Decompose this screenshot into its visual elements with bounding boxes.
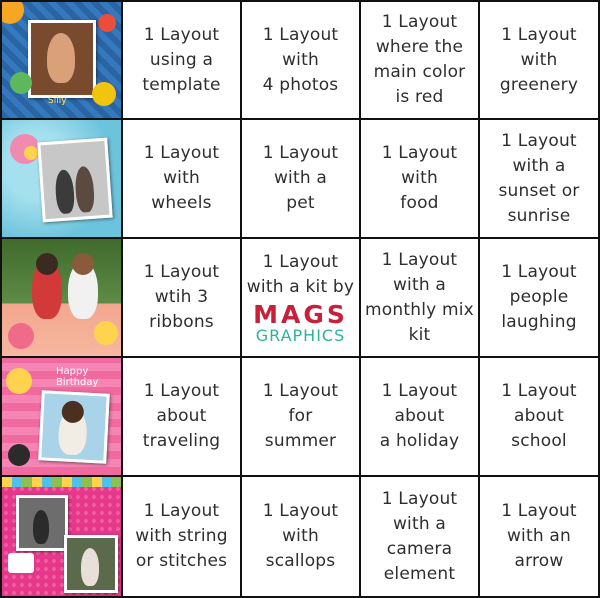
cell-text: 1 Layout with a camera element [381,488,458,584]
bingo-cell-r5c4[interactable] [478,475,600,598]
bingo-cell-r5c3[interactable] [359,475,480,598]
cell-text: 1 Layout wtih 3 ribbons [143,262,220,332]
cell-text: 1 Layout with a kit by [246,252,355,297]
cell-text: 1 Layout using a template [142,24,221,95]
cell-text: 1 Layout with food [381,143,458,213]
layout-photo-5 [0,475,123,598]
bingo-cell-r4c2[interactable] [240,356,361,477]
layout-photo-4 [0,356,123,477]
photo-caption: Happy Birthday [56,366,99,388]
cell-text: 1 Layout with scallops [262,501,339,571]
brand-line-1: MAGS [253,300,348,329]
bingo-cell-r1c4[interactable] [478,0,600,120]
cell-text: 1 Layout with a pet [262,143,339,213]
layout-photo-2 [0,118,123,239]
bingo-cell-r5c2[interactable] [240,475,361,598]
cell-text: 1 Layout with wheels [143,143,220,213]
cell-text: 1 Layout with 4 photos [262,24,339,95]
bingo-cell-r3c1[interactable] [121,237,242,358]
cell-text: 1 Layout about school [501,381,577,451]
cell-text: 1 Layout with an arrow [501,501,577,571]
cell-text: 1 Layout with a monthly mix kit [365,249,474,345]
bingo-cell-r2c2[interactable] [240,118,361,239]
bingo-cell-r1c3[interactable] [359,0,480,120]
cell-text: 1 Layout with greenery [499,24,579,95]
cell-text: 1 Layout people laughing [501,262,577,332]
bingo-cell-r3c4[interactable] [478,237,600,358]
cell-text: 1 Layout where the main color is red [373,12,466,107]
bingo-cell-r3c2[interactable] [240,237,361,358]
bingo-cell-r1c2[interactable] [240,0,361,120]
cell-text: 1 Layout with a sunset or sunrise [498,130,580,226]
mags-graphics-logo [253,302,348,345]
cell-text: 1 Layout for summer [262,381,339,451]
layout-photo-3 [0,237,123,358]
photo-caption: Silly [48,96,67,106]
bingo-cell-r3c3[interactable] [359,237,480,358]
bingo-cell-r2c3[interactable] [359,118,480,239]
bingo-cell-r4c1[interactable] [121,356,242,477]
cell-text: 1 Layout about a holiday [379,381,460,451]
cell-text: 1 Layout about traveling [142,381,221,451]
cell-text: 1 Layout with string or stitches [135,501,228,571]
bingo-cell-r2c1[interactable] [121,118,242,239]
bingo-cell-r1c1[interactable] [121,0,242,120]
bingo-cell-r2c4[interactable] [478,118,600,239]
bingo-cell-r5c1[interactable] [121,475,242,598]
bingo-cell-r4c4[interactable] [478,356,600,477]
layout-photo-1 [0,0,123,120]
bingo-cell-r4c3[interactable] [359,356,480,477]
brand-line-2: GRAPHICS [255,326,346,345]
